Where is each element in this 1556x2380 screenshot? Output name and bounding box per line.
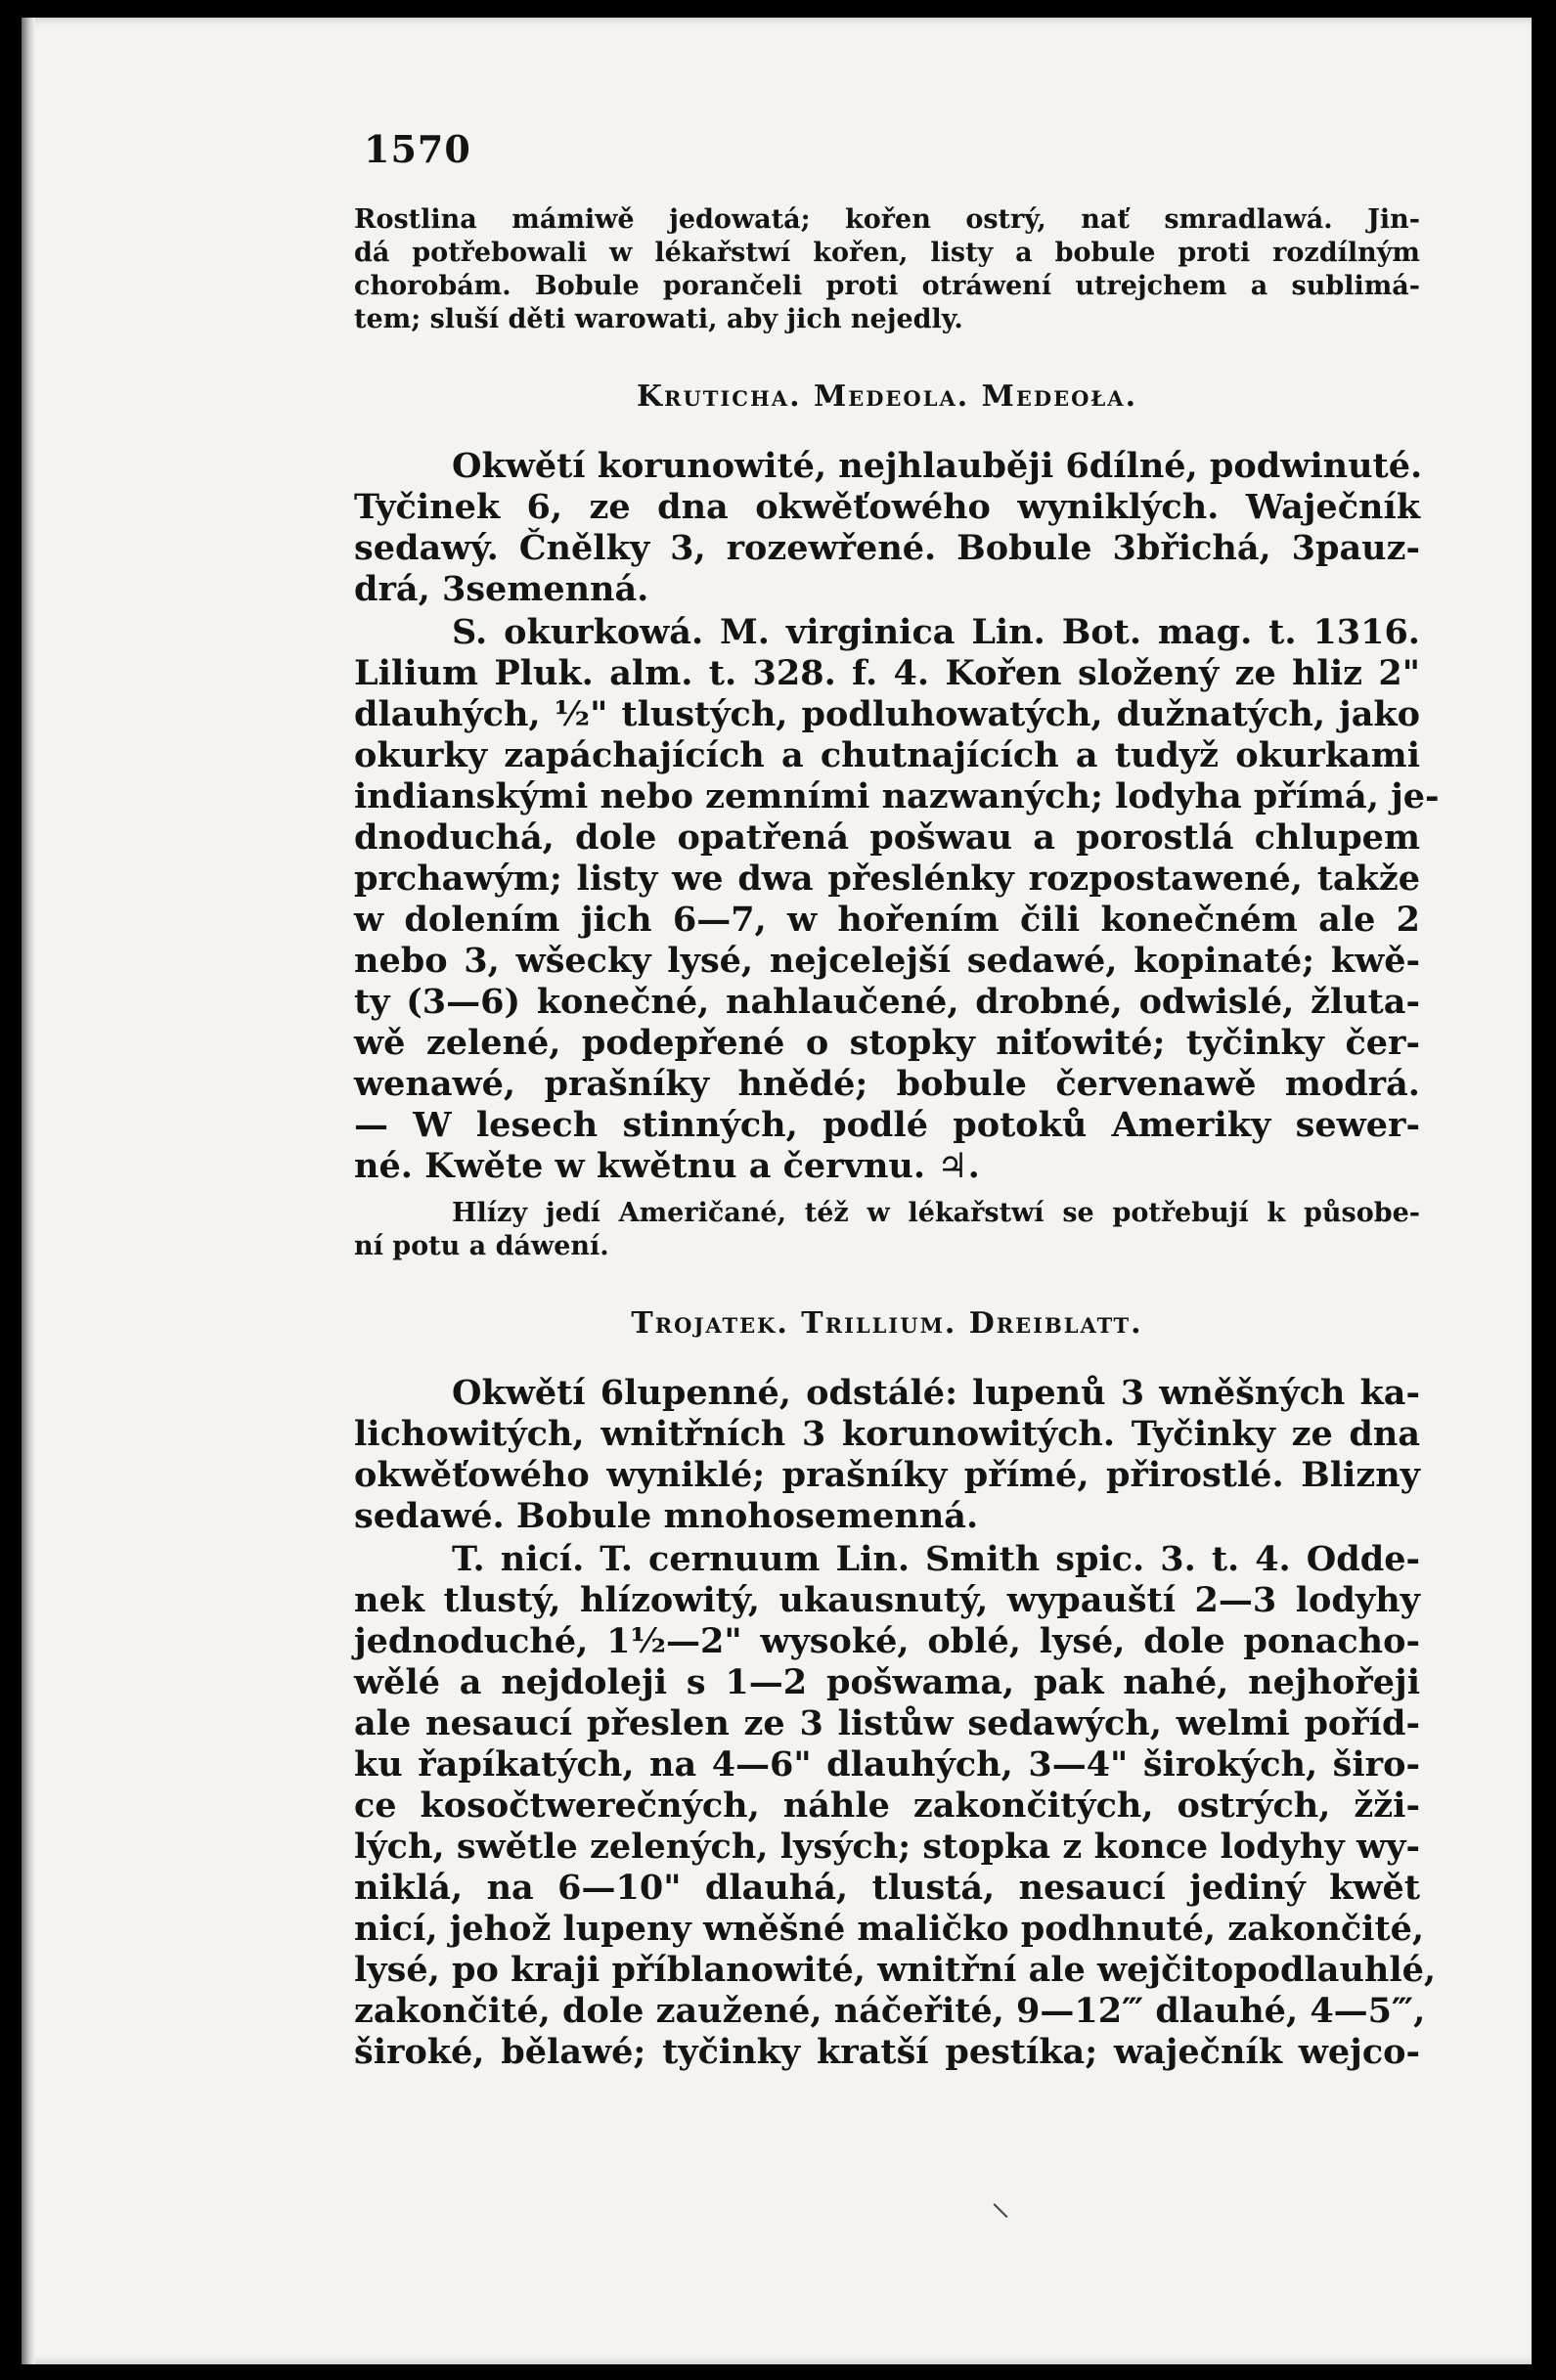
text-line: né. Kwěte w kwětnu a červnu. ♃. (354, 1146, 980, 1186)
text-line: ní potu a dáwení. (354, 1231, 609, 1261)
page-number: 1570 (364, 127, 471, 171)
text-line: prchawým; listy we dwa přeslénky rozpostawené, takže (354, 859, 1420, 899)
trillium-description-first-line (354, 1373, 1420, 1414)
medeola-description (354, 446, 1423, 487)
text-line: ale nesaucí přeslen ze 3 listůw sedawých, welmi poříd- (354, 1703, 1420, 1743)
text-line: T. nicí. T. cernuum Lin. Smith spic. 3. t. 4. Odde- (452, 1539, 1420, 1579)
medeola-species-first-line (354, 612, 1420, 653)
text-line: Okwětí korunowité, nejhlauběji 6dílné, podwinuté. (452, 446, 1423, 486)
text-line: dnoduchá, dole opatřená pošwau a porostlá chlupem (354, 817, 1420, 858)
text-line: tem; sluší děti warowati, aby jich nejedly. (354, 304, 963, 334)
text-line: nek tlustý, hlízowitý, ukausnutý, wypauští 2—3 lodyhy (354, 1580, 1420, 1620)
text-line: indianskými nebo zemními nazwaných; lodyha přímá, je- (354, 776, 1440, 816)
medeola-species (354, 653, 1440, 1187)
text-line: niklá, na 6—10" dlauhá, tlustá, nesaucí jediný kwět (354, 1868, 1420, 1908)
text-line: široké, bělawé; tyčinky kratší pestíka; waječník wejco- (354, 2032, 1420, 2072)
text-line: sedawý. Čnělky 3, rozewřené. Bobule 3břichá, 3pauz- (354, 528, 1420, 568)
text-line: zakončité, dole zaužené, náčeřité, 9—12‴ dlauhé, 4—5‴, (354, 1991, 1426, 2031)
text-line: Okwětí 6lupenné, odstálé: lupenů 3 wněšných ka- (452, 1373, 1420, 1413)
text-line: drá, 3semenná. (354, 569, 649, 609)
text-line: Rostlina mámiwě jedowatá; kořen ostrý, nať smradlawá. Jin- (354, 204, 1420, 235)
text-line: ce kosočtwerečných, náhle zakončitých, ostrých, žži- (354, 1785, 1420, 1826)
text-line: chorobám. Bobule porančeli proti otráwení utrejchem a sublimá- (354, 271, 1420, 301)
trillium-species-first-line (354, 1539, 1420, 1580)
text-line: dlauhých, ½" tlustých, podluhowatých, dužnatých, jako (354, 694, 1420, 734)
text-line: Lilium Pluk. alm. t. 328. f. 4. Kořen složený ze hliz 2" (354, 653, 1420, 693)
text-line: wělé a nejdoleji s 1—2 pošwama, pak nahé, nejhořeji (354, 1662, 1420, 1702)
stray-mark: ⸜ (991, 2180, 1010, 2225)
text-line: ty (3—6) konečné, nahlaučené, drobné, odwislé, žluta- (354, 982, 1420, 1022)
text-line: wě zelené, podepřené o stopky niťowité; tyčinky čer- (354, 1023, 1420, 1063)
text-line: lichowitých, wnitřních 3 korunowitých. Tyčinky ze dna (354, 1414, 1420, 1454)
text-line: nebo 3, wšecky lysé, nejcelejší sedawé, kopinaté; kwě- (354, 941, 1420, 981)
text-line: dá potřebowali w lékařstwí kořen, listy a bobule proti rozdílným (354, 238, 1420, 268)
text-line: sedawé. Bobule mnohosemenná. (354, 1496, 979, 1536)
intro-paragraph (354, 203, 1420, 336)
trillium-species (354, 1580, 1437, 2073)
text-line: lých, swětle zelených, lysých; stopka z konce lodyhy wy- (354, 1827, 1420, 1867)
text-line: jednoduché, 1½—2" wysoké, oblé, lysé, dole ponacho- (354, 1621, 1420, 1661)
text-line: Tyčinek 6, ze dna okwěťowého wyniklých. Waječník (354, 487, 1420, 527)
text-line: Hlízy jedí Američané, též w lékařstwí se potřebují k působe- (452, 1198, 1420, 1228)
text-line: wenawé, prašníky hnědé; bobule červenawě modrá. (354, 1064, 1420, 1104)
medeola-note-first-line (354, 1197, 1420, 1230)
medeola-description-cont (354, 487, 1420, 610)
trillium-description (354, 1414, 1420, 1537)
text-line: — W lesech stinných, podlé potoků Ameriky sewer- (354, 1105, 1420, 1145)
text-line: w dolením jich 6—7, w hořením čili konečném ale 2 (354, 900, 1420, 940)
text-line: lysé, po kraji příblanowité, wnitřní ale wejčitopodlauhlé, (354, 1950, 1437, 1990)
genus-heading-trillium: Trojatek. Trillium. Dreiblatt. (631, 1306, 1143, 1341)
text-line: okwěťowého wyniklé; prašníky přímé, přirostlé. Blizny (354, 1455, 1420, 1495)
text-line: nicí, jehož lupeny wněšné maličko podhnuté, zakončité, (354, 1909, 1425, 1949)
medeola-note (354, 1230, 1420, 1263)
text-line: ku řapíkatých, na 4—6" dlauhých, 3—4" širokých, širo- (354, 1744, 1420, 1785)
text-line: okurky zapáchajících a chutnajících a tudyž okurkami (354, 735, 1420, 775)
text-line: S. okurkowá. M. virginica Lin. Bot. mag. t. 1316. (452, 612, 1420, 652)
genus-heading-medeola: Kruticha. Medeola. Medeoła. (636, 379, 1138, 414)
